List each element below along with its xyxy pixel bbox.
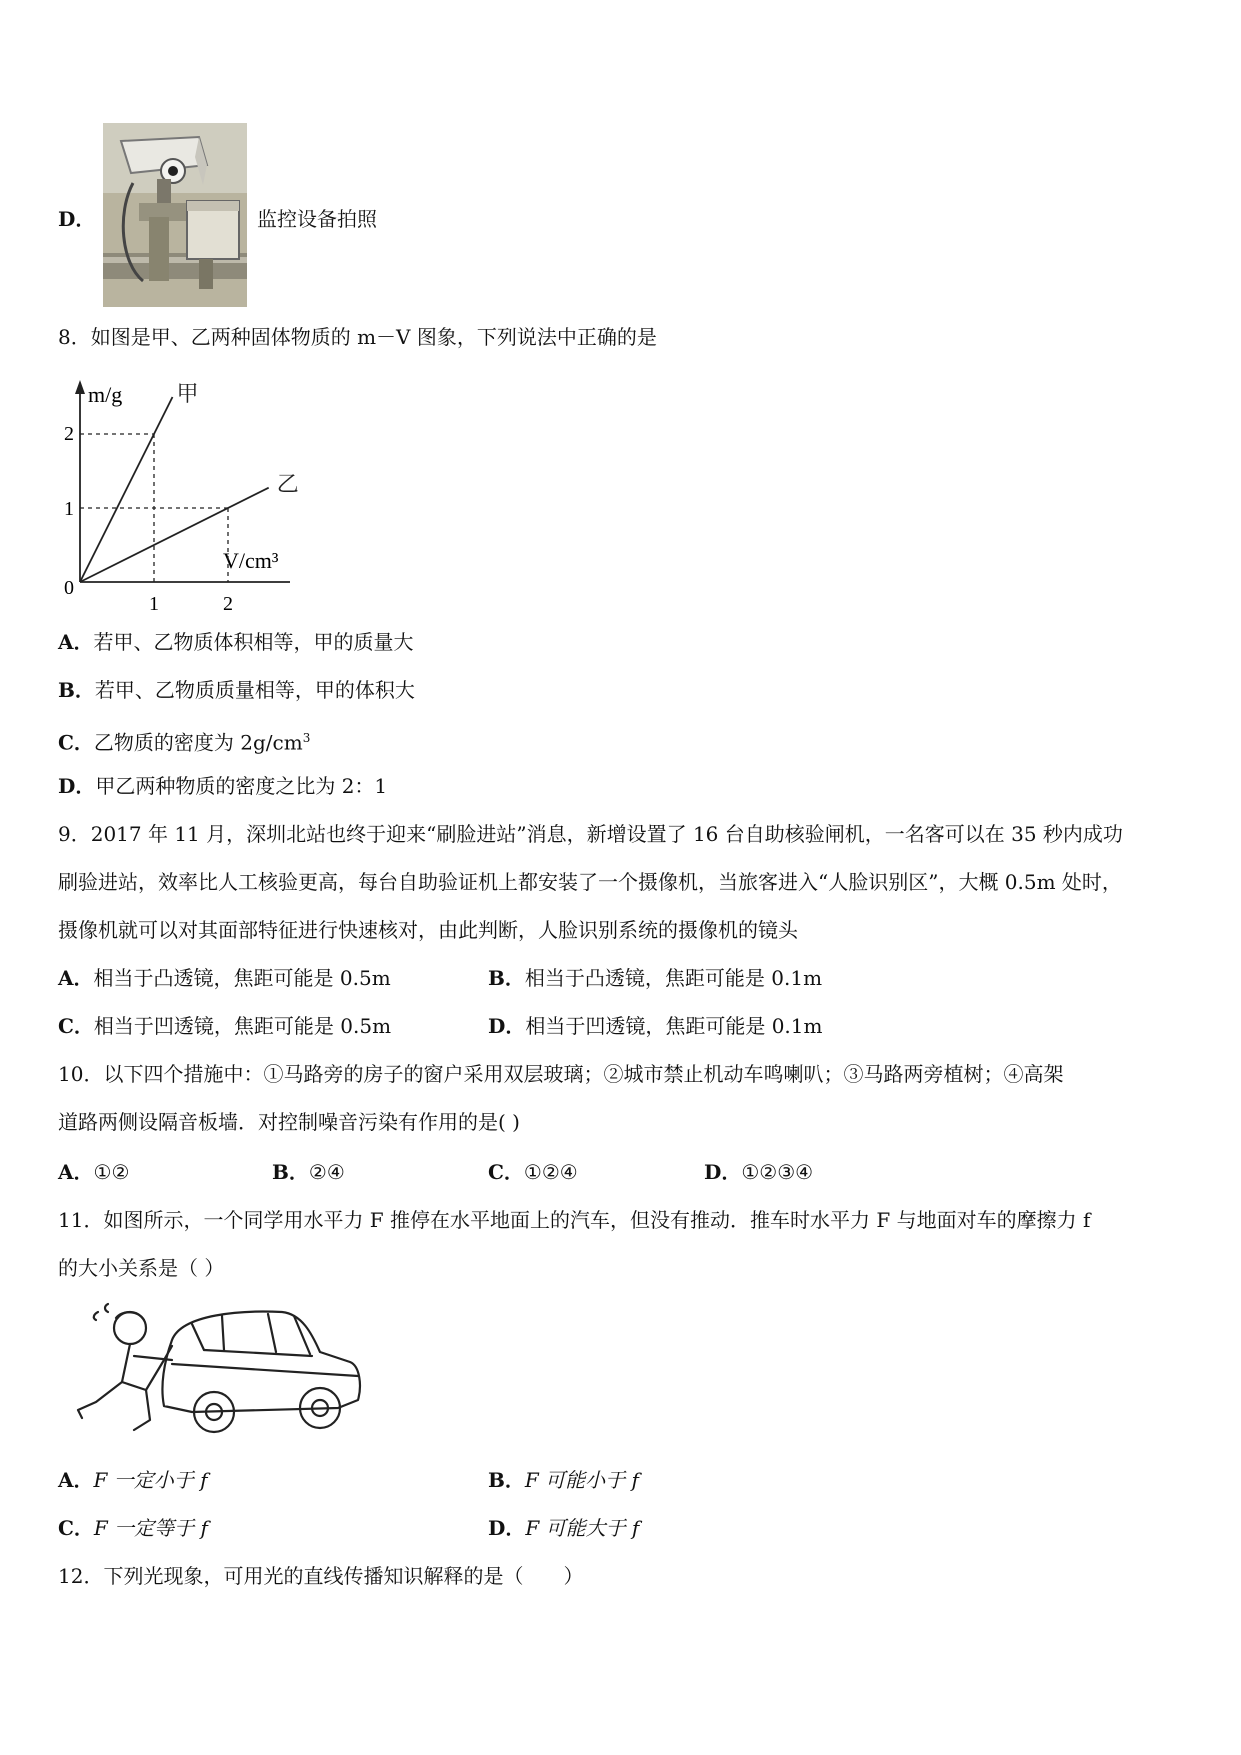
option-text: 相当于凹透镜，焦距可能是 0.5m bbox=[93, 1014, 392, 1038]
option-letter: C． bbox=[58, 1516, 94, 1540]
x-tick-label-1: 1 bbox=[149, 593, 159, 614]
option-text: F 可能小于 f bbox=[524, 1468, 639, 1492]
q11-option-a bbox=[58, 1466, 208, 1494]
option-letter: C． bbox=[488, 1160, 524, 1184]
x-axis-label: V/cm³ bbox=[223, 548, 279, 573]
option-text: 甲乙两种物质的密度之比为 2：1 bbox=[95, 774, 388, 798]
option-text: ①② bbox=[93, 1160, 130, 1184]
q11-option-d bbox=[488, 1514, 639, 1542]
x-tick-label-2: 2 bbox=[223, 593, 233, 614]
y-axis-label: m/g bbox=[88, 382, 123, 407]
q10-stem-line-1: 10．以下四个措施中：①马路旁的房子的窗户采用双层玻璃；②城市禁止机动车鸣喇叭；③马路两旁植树；④高架 bbox=[58, 1062, 1064, 1086]
option-text: 相当于凹透镜，焦距可能是 0.1m bbox=[525, 1014, 823, 1038]
series-label-1: 甲 bbox=[176, 381, 199, 406]
option-text: 乙物质的密度为 2g/cm bbox=[93, 730, 303, 755]
y-tick-label-1: 1 bbox=[64, 498, 74, 520]
option-letter: B． bbox=[58, 678, 95, 702]
option-text: F 可能大于 f bbox=[525, 1516, 640, 1540]
q11-option-b bbox=[488, 1466, 639, 1494]
boy-pushing-car-image bbox=[72, 1300, 364, 1448]
q9-stem-line-3: 摄像机就可以对其面部特征进行快速核对，由此判断，人脸识别系统的摄像机的镜头 bbox=[58, 918, 798, 942]
q8-option-b bbox=[58, 676, 415, 704]
option-letter: A． bbox=[58, 966, 94, 990]
q8-stem: 8．如图是甲、乙两种固体物质的 m－V 图象，下列说法中正确的是 bbox=[58, 325, 657, 349]
option-letter: A． bbox=[58, 630, 94, 654]
q11-stem-line-1: 11．如图所示，一个同学用水平力 F 推停在水平地面上的汽车，但没有推动．推车时水平力 F 与地面对车的摩擦力 f bbox=[58, 1208, 1091, 1232]
q10-option-d bbox=[704, 1158, 813, 1186]
option-letter: D． bbox=[488, 1014, 526, 1038]
option-letter: D． bbox=[488, 1516, 526, 1540]
surveillance-camera-image bbox=[103, 123, 247, 307]
superscript: 3 bbox=[302, 731, 311, 745]
option-text: F 一定小于 f bbox=[93, 1468, 208, 1492]
q7-option-d bbox=[58, 203, 95, 232]
option-letter: D． bbox=[58, 774, 96, 798]
option-text: 相当于凸透镜，焦距可能是 0.1m bbox=[524, 966, 823, 990]
series-line-1 bbox=[80, 397, 173, 582]
q10-option-a bbox=[58, 1158, 129, 1186]
q9-option-d bbox=[488, 1012, 822, 1040]
option-text: ②④ bbox=[308, 1160, 345, 1184]
option-text: ①②④ bbox=[523, 1160, 578, 1184]
option-letter: A． bbox=[58, 1468, 94, 1492]
q9-stem-line-1: 9．2017 年 11 月，深圳北站也终于迎来“刷脸进站”消息，新增设置了 16 台自助核验闸机，一名客可以在 35 秒内成功 bbox=[58, 822, 1123, 846]
option-text: ①②③④ bbox=[741, 1160, 814, 1184]
q9-stem-line-2: 刷验进站，效率比人工核验更高，每台自助验证机上都安装了一个摄像机，当旅客进入“人脸识别区”，大概 0.5m 处时， bbox=[58, 870, 1122, 894]
mv-graph bbox=[58, 372, 318, 614]
option-letter: C． bbox=[58, 1014, 94, 1038]
option-letter: C． bbox=[58, 730, 94, 755]
q10-option-c bbox=[488, 1158, 578, 1186]
q9-option-c bbox=[58, 1012, 391, 1040]
q11-option-c bbox=[58, 1514, 208, 1542]
option-text: 若甲、乙物质质量相等，甲的体积大 bbox=[94, 678, 415, 702]
option-letter: B． bbox=[488, 1468, 525, 1492]
q10-stem-line-2: 道路两侧设隔音板墙．对控制噪音污染有作用的是( ) bbox=[58, 1110, 520, 1134]
q10-option-b bbox=[272, 1158, 345, 1186]
origin-label: 0 bbox=[64, 577, 74, 599]
series-label-2: 乙 bbox=[276, 471, 299, 497]
q9-option-a bbox=[58, 964, 391, 992]
y-tick-label-2: 2 bbox=[64, 423, 74, 445]
q12-stem: 12．下列光现象，可用光的直线传播知识解释的是（ ） bbox=[58, 1564, 584, 1588]
option-letter: A． bbox=[58, 1160, 94, 1184]
q11-stem-line-2: 的大小关系是（ ） bbox=[58, 1256, 225, 1280]
option-letter: B． bbox=[488, 966, 525, 990]
option-text: 若甲、乙物质体积相等，甲的质量大 bbox=[93, 630, 414, 654]
q9-option-b bbox=[488, 964, 822, 992]
option-letter: D． bbox=[704, 1160, 742, 1184]
q8-option-d bbox=[58, 772, 387, 800]
option-text: F 一定等于 f bbox=[93, 1516, 208, 1540]
option-text: 相当于凸透镜，焦距可能是 0.5m bbox=[93, 966, 391, 990]
q7-option-d-text: 监控设备拍照 bbox=[257, 207, 377, 231]
option-letter: B． bbox=[272, 1160, 309, 1184]
q8-option-c bbox=[58, 724, 310, 757]
option-letter: D． bbox=[58, 207, 96, 231]
q8-option-a bbox=[58, 628, 414, 656]
